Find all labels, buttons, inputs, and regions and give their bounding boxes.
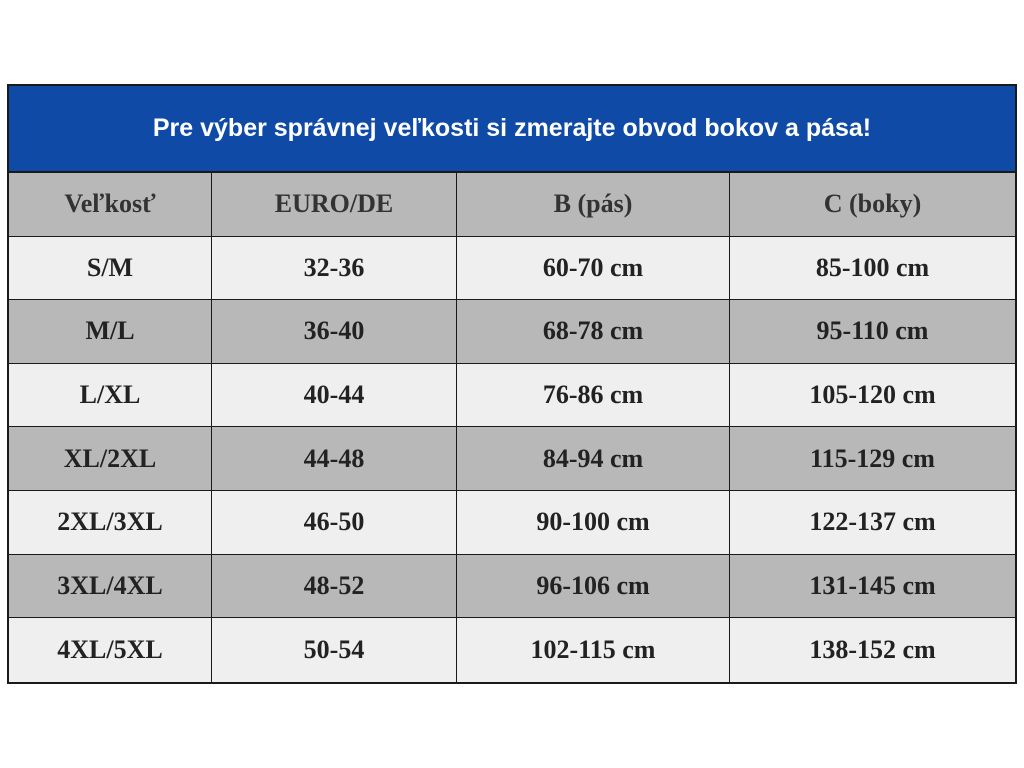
cell-hips: 85-100 cm: [815, 252, 930, 282]
table-row: [9, 618, 1015, 682]
cell-size: L/XL: [9, 364, 212, 427]
cell-euro-de: 46-50: [212, 491, 457, 554]
table-row: [9, 237, 1015, 301]
header-size: Veľkosť: [9, 173, 212, 236]
table-row: [9, 300, 1015, 364]
cell-size: 3XL/4XL: [9, 555, 212, 618]
header-hips: C (boky): [823, 189, 922, 219]
cell-euro-de: 40-44: [212, 364, 457, 427]
table-row: [9, 427, 1015, 491]
cell-waist: 76-86 cm: [457, 364, 730, 427]
cell-size: XL/2XL: [9, 427, 212, 490]
cell-waist: 102-115 cm: [457, 618, 730, 682]
cell-euro-de: 50-54: [212, 618, 457, 682]
header-euro-de: EURO/DE: [212, 173, 457, 236]
cell-hips: 95-110 cm: [816, 316, 929, 346]
header-waist: B (pás): [457, 173, 730, 236]
cell-euro-de: 36-40: [212, 300, 457, 363]
table-row: [9, 555, 1015, 619]
cell-hips: 138-152 cm: [809, 634, 936, 664]
table-header-row: [9, 173, 1015, 237]
cell-hips: 115-129 cm: [810, 443, 935, 473]
size-chart-table: [7, 84, 1017, 684]
cell-euro-de: 48-52: [212, 555, 457, 618]
cell-waist: 90-100 cm: [457, 491, 730, 554]
cell-size: 2XL/3XL: [9, 491, 212, 554]
cell-size: M/L: [9, 300, 212, 363]
cell-waist: 60-70 cm: [457, 237, 730, 300]
cell-hips: 131-145 cm: [809, 570, 936, 600]
cell-waist: 84-94 cm: [457, 427, 730, 490]
cell-hips: 105-120 cm: [809, 380, 936, 410]
cell-waist: 96-106 cm: [457, 555, 730, 618]
cell-size: S/M: [9, 237, 212, 300]
cell-euro-de: 44-48: [212, 427, 457, 490]
table-row: [9, 491, 1015, 555]
table-title-banner: Pre výber správnej veľkosti si zmerajte obvod bokov a pása!: [9, 86, 1015, 173]
cell-size: 4XL/5XL: [9, 618, 212, 682]
cell-euro-de: 32-36: [212, 237, 457, 300]
cell-hips: 122-137 cm: [809, 507, 936, 537]
table-row: [9, 364, 1015, 428]
cell-waist: 68-78 cm: [457, 300, 730, 363]
